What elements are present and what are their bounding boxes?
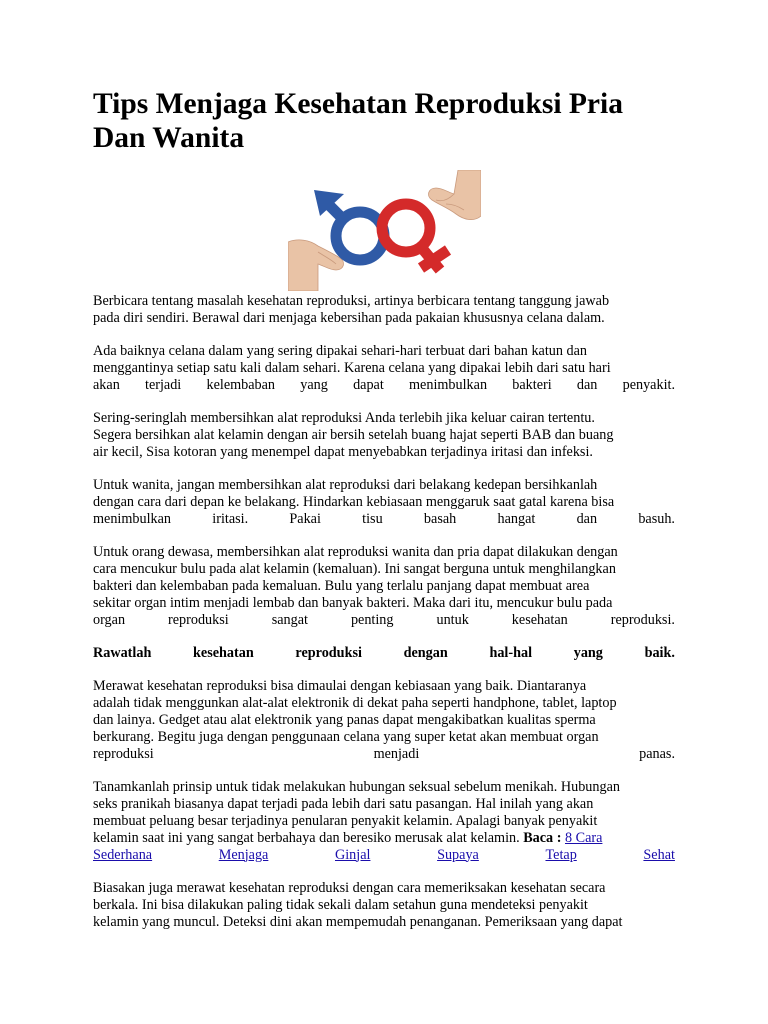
text-line-justified xyxy=(93,612,675,629)
word: yang xyxy=(573,645,603,661)
link-word[interactable]: Supaya xyxy=(437,846,479,863)
word: basuh. xyxy=(638,510,675,527)
text-line-justified xyxy=(93,377,675,394)
text-line-justified xyxy=(93,645,675,662)
paragraph xyxy=(93,343,675,394)
text-line-justified xyxy=(93,511,675,528)
word: dan xyxy=(576,376,598,393)
link-word[interactable]: Sederhana xyxy=(93,846,153,863)
text-line: Merawat kesehatan reproduksi bisa dimaulai dengan kebiasaan yang baik. Diantaranya xyxy=(93,678,587,694)
paragraph xyxy=(93,678,675,762)
title-line: Tips Menjaga Kesehatan Reproduksi Pria xyxy=(93,88,623,120)
baca-label: Baca : xyxy=(523,829,562,846)
text-line: Biasakan juga merawat kesehatan reproduksi dengan cara memeriksakan kesehatan secara xyxy=(93,880,606,896)
word: kesehatan xyxy=(511,611,568,628)
word: organ xyxy=(93,611,126,628)
text-line: berkurang. Begitu juga dengan penggunaan celana yang super ketat akan membuat organ xyxy=(93,728,599,745)
title-line: Dan Wanita xyxy=(93,122,245,154)
word: reproduksi xyxy=(93,745,154,762)
word: dengan xyxy=(403,645,448,661)
word: hal-hal xyxy=(489,645,533,661)
word: Pakai xyxy=(289,510,321,527)
paragraph xyxy=(93,544,675,628)
paragraph xyxy=(93,779,675,863)
word: penting xyxy=(350,611,394,628)
word: dan xyxy=(576,510,598,527)
text-line: bakteri dan kelembaban pada kemaluan. Bulu yang terlalu panjang dapat membuat area xyxy=(93,577,590,594)
word: reproduksi xyxy=(295,645,362,661)
word: baik. xyxy=(644,645,675,661)
text-line xyxy=(93,830,675,847)
word: kesehatan xyxy=(193,645,254,661)
word: untuk xyxy=(436,611,469,628)
word: akan xyxy=(93,376,120,393)
text-line: seks pranikah biasanya dapat terjadi pada lebih dari satu pasangan. Hal inilah yang akan xyxy=(93,795,594,812)
word: tisu xyxy=(362,510,383,527)
text-line: Tanamkanlah prinsip untuk tidak melakukan hubungan seksual sebelum menikah. Hubungan xyxy=(93,779,620,795)
word: sangat xyxy=(271,611,308,628)
word: menimbulkan xyxy=(93,510,172,527)
text-run: kelamin saat ini yang sangat berbahaya dan beresiko merusak alat kelamin. xyxy=(93,829,520,846)
text-line: Untuk orang dewasa, membersihkan alat reproduksi wanita dan pria dapat dilakukan dengan xyxy=(93,544,618,560)
word: iritasi. xyxy=(212,510,249,527)
word: dapat xyxy=(353,376,384,393)
text-line: kelamin yang muncul. Deteksi dini akan mempemudah penanganan. Pemeriksaan yang dapat xyxy=(93,913,623,930)
link-word[interactable]: Tetap xyxy=(545,846,577,863)
text-line: menggantinya setiap satu kali dalam sehari. Karena celana yang dipakai lebih dari satu hari xyxy=(93,359,611,376)
text-line-justified xyxy=(93,746,675,763)
text-line: cara mencukur bulu pada alat kelamin (kemaluan). Ini sangat berguna untuk menghilangkan xyxy=(93,560,616,577)
link-word[interactable]: Ginjal xyxy=(334,846,371,863)
text-line: Ada baiknya celana dalam yang sering dipakai sehari-hari terbuat dari bahan katun dan xyxy=(93,343,587,359)
text-line: Untuk wanita, jangan membersihkan alat reproduksi dari belakang kedepan bersihkanlah xyxy=(93,477,598,493)
word: Rawatlah xyxy=(93,645,152,661)
link-word[interactable]: Sehat xyxy=(643,846,675,863)
text-line: dengan cara dari depan ke belakang. Hindarkan kebiasaan menggaruk saat gatal karena bisa xyxy=(93,493,615,510)
paragraph xyxy=(93,410,675,461)
link-word[interactable]: Menjaga xyxy=(218,846,269,863)
paragraph xyxy=(93,477,675,528)
text-line: adalah tidak menggunkan alat-alat elektronik di dekat paha seperti handphone, tablet, laptop xyxy=(93,694,617,711)
word: penyakit. xyxy=(622,376,675,393)
text-line: pada diri sendiri. Berawal dari menjaga kebersihan pada pakaian khususnya celana dalam. xyxy=(93,309,605,326)
word: panas. xyxy=(639,745,675,762)
word: reproduksi. xyxy=(610,611,675,628)
word: terjadi xyxy=(145,376,182,393)
text-line: berkala. Ini bisa dilakukan paling tidak sekali dalam setahun guna mendeteksi penyakit xyxy=(93,896,588,913)
gender-symbols-image xyxy=(288,170,481,291)
word: basah xyxy=(423,510,457,527)
page-title xyxy=(93,87,693,155)
section-heading xyxy=(93,645,675,662)
paragraph xyxy=(93,293,675,327)
text-line: Segera bersihkan alat kelamin dengan air bersih setelah buang hajat seperti BAB dan buang xyxy=(93,426,614,443)
text-line: air kecil, Sisa kotoran yang menempel dapat menyebabkan terjadinya iritasi dan infeksi. xyxy=(93,443,593,460)
word: kelembaban xyxy=(206,376,276,393)
related-article-link-line[interactable] xyxy=(93,847,675,864)
text-line: sekitar organ intim menjadi lembab dan banyak bakteri. Maka dari itu, mencukur bulu pada xyxy=(93,594,613,611)
related-article-link[interactable]: 8 Cara xyxy=(564,829,603,846)
text-line: Sering-seringlah membersihkan alat reproduksi Anda terlebih jika keluar cairan tertentu. xyxy=(93,410,595,426)
text-line: Berbicara tentang masalah kesehatan reproduksi, artinya berbicara tentang tanggung jawab xyxy=(93,293,610,309)
word: yang xyxy=(300,376,328,393)
text-line: dan lainya. Gedget atau alat elektronik yang panas dapat mengakibatkan kualitas sperma xyxy=(93,711,596,728)
text-line: membuat peluang besar terjadinya penularan penyakit kelamin. Apalagi banyak penyakit xyxy=(93,812,598,829)
gender-symbols-illustration xyxy=(288,170,481,291)
word: bakteri xyxy=(512,376,552,393)
word: hangat xyxy=(497,510,536,527)
word: menimbulkan xyxy=(409,376,488,393)
word: reproduksi xyxy=(168,611,229,628)
word: menjadi xyxy=(373,745,420,762)
paragraph xyxy=(93,880,675,931)
